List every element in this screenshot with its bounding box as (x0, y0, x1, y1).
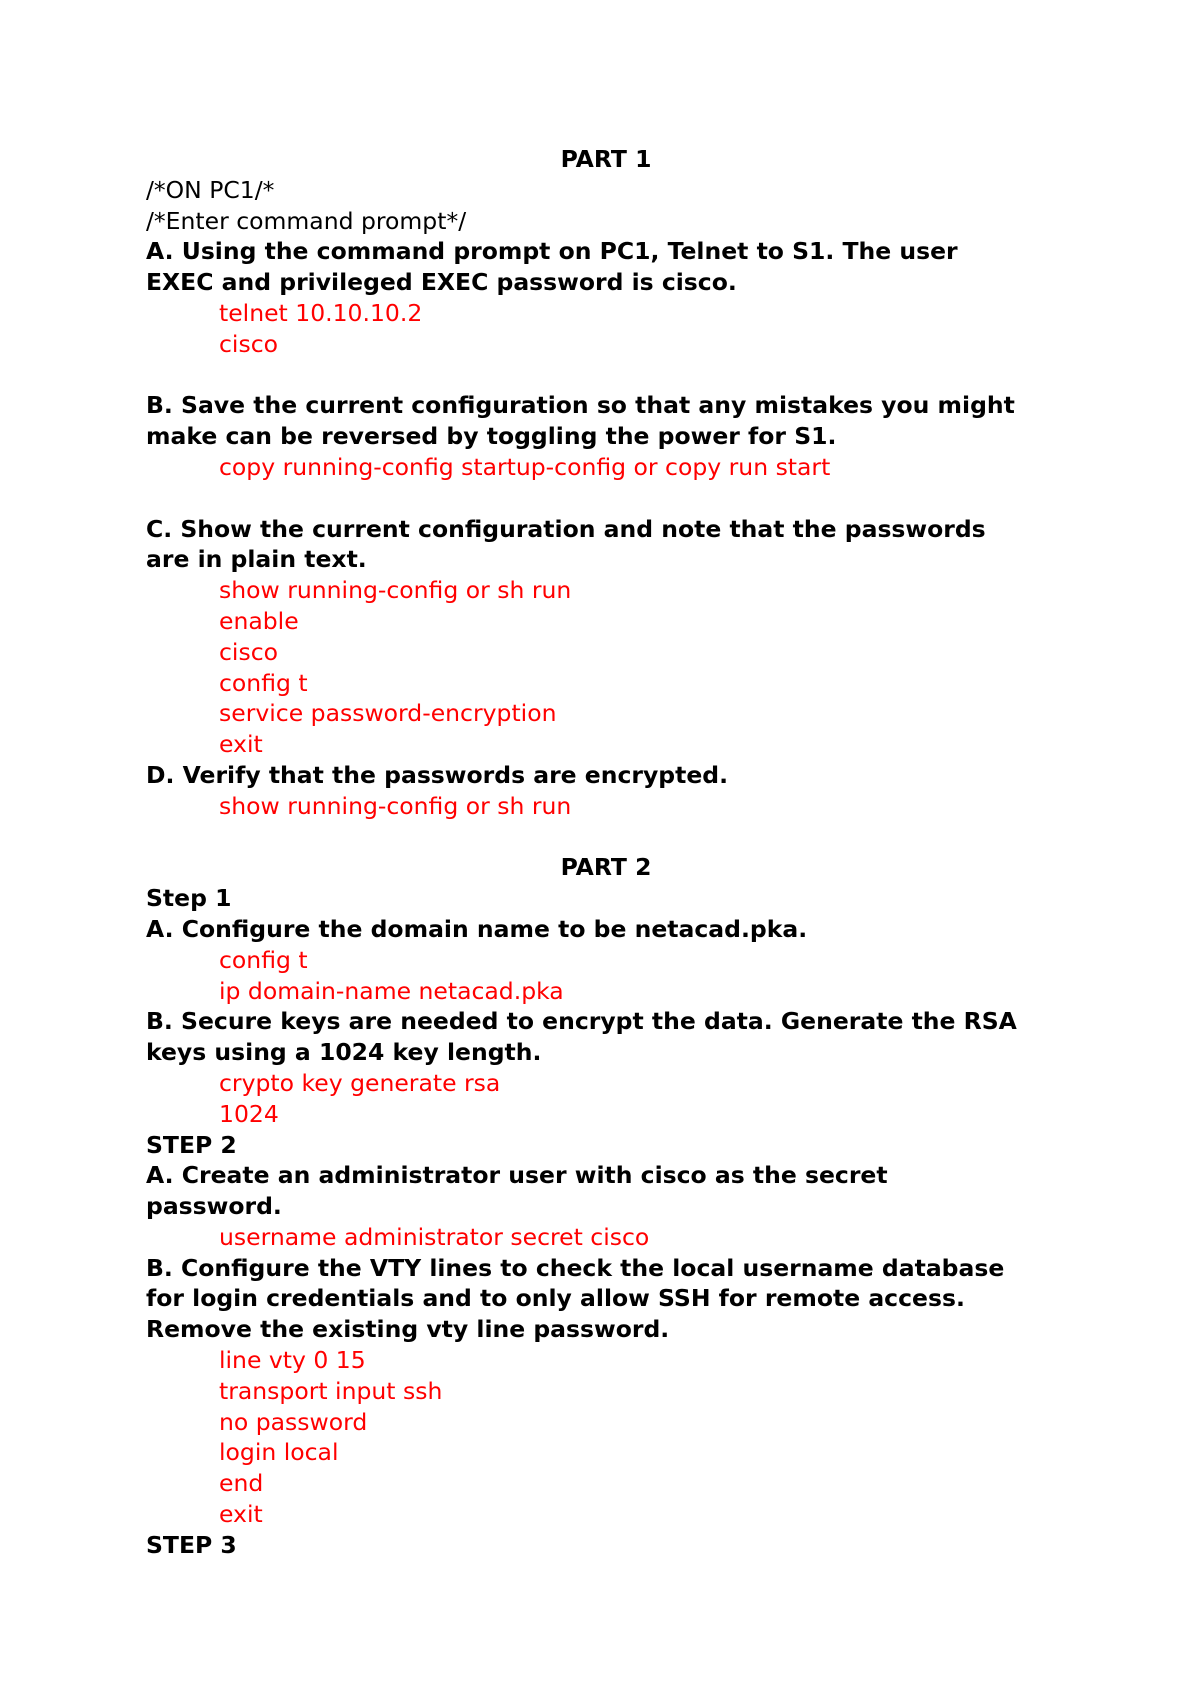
comment-line: /*ON PC1/* (146, 175, 275, 204)
spacer (146, 483, 1066, 514)
comment-line: /*Enter command prompt*/ (146, 206, 467, 235)
command-line: service password-encryption (219, 699, 557, 728)
question-text: Remove the existing vty line password. (146, 1315, 670, 1344)
question-text: A. Create an administrator user with cisco as the secret (146, 1161, 888, 1190)
step-heading: STEP 2 (146, 1130, 237, 1159)
command-line: config t (219, 668, 308, 697)
command-line: crypto key generate rsa (219, 1068, 501, 1097)
question-text: are in plain text. (146, 545, 367, 574)
step-heading: Step 1 (146, 884, 232, 913)
spacer (146, 360, 1066, 391)
spacer (146, 822, 1066, 853)
command-line: show running-config or sh run (219, 791, 572, 820)
question-text: password. (146, 1192, 282, 1221)
command-line: 1024 (219, 1099, 279, 1128)
command-line: enable (219, 606, 299, 635)
command-line: copy running-config startup-config or copy run start (219, 452, 831, 481)
command-line: username administrator secret cisco (219, 1222, 650, 1251)
question-text: D. Verify that the passwords are encrypted. (146, 760, 729, 789)
command-line: end (219, 1469, 264, 1498)
command-line: exit (219, 1500, 263, 1529)
command-line: cisco (219, 637, 278, 666)
command-line: show running-config or sh run (219, 576, 572, 605)
command-line: ip domain-name netacad.pka (219, 976, 564, 1005)
question-text: A. Configure the domain name to be netacad.pka. (146, 914, 808, 943)
question-text: EXEC and privileged EXEC password is cisco. (146, 268, 737, 297)
question-text: C. Show the current configuration and note that the passwords (146, 514, 986, 543)
command-line: exit (219, 730, 263, 759)
question-text: B. Secure keys are needed to encrypt the data. Generate the RSA (146, 1007, 1017, 1036)
part1-heading: PART 1 (560, 145, 652, 173)
part2-heading: PART 2 (560, 853, 652, 882)
command-line: cisco (219, 329, 278, 358)
question-text: keys using a 1024 key length. (146, 1038, 542, 1067)
command-line: login local (219, 1438, 339, 1467)
command-line: config t (219, 945, 308, 974)
question-text: B. Configure the VTY lines to check the local username database (146, 1253, 1005, 1282)
command-line: telnet 10.10.10.2 (219, 298, 423, 327)
question-text: make can be reversed by toggling the power for S1. (146, 422, 837, 451)
question-text: for login credentials and to only allow SSH for remote access. (146, 1284, 965, 1313)
command-line: transport input ssh (219, 1376, 443, 1405)
document-page (146, 144, 1066, 1561)
question-text: A. Using the command prompt on PC1, Telnet to S1. The user (146, 237, 958, 266)
command-line: no password (219, 1407, 368, 1436)
step-heading: STEP 3 (146, 1530, 237, 1559)
command-line: line vty 0 15 (219, 1346, 366, 1375)
question-text: B. Save the current configuration so that any mistakes you might (146, 391, 1015, 420)
